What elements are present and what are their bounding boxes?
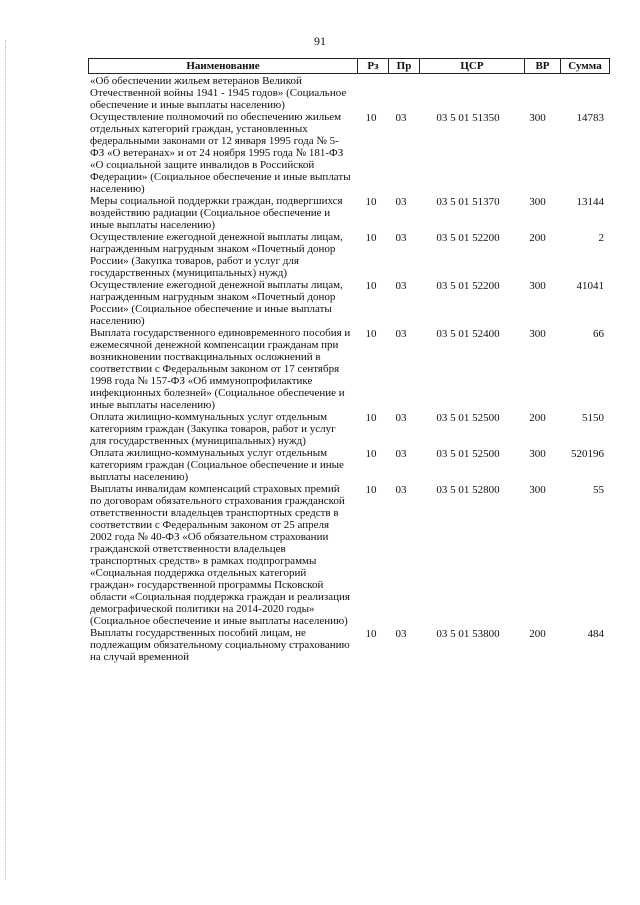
row-vr: 200 [529, 232, 546, 244]
row-rz: 10 [365, 196, 377, 208]
row-vr: 300 [529, 484, 546, 496]
row-vr: 300 [529, 112, 546, 124]
row-name: Выплаты инвалидам компенсаций страховых премий по договорам обязательного страхования гражданской ответственности владельцев транспортных средств в соответствии с Федеральным законом от 25 апреля 2002 года № 40-ФЗ «Об обязательном страховании гражданской ответственности владельцев транспортных средств» в рамках подпрограммы «Социальная поддержка отдельных категорий граждан» государственной программы Псковской области «Социальная поддержка граждан и реализация демографической политики на 2014-2020 годы» (Социальное обеспечение и иные выплаты населению) [90, 483, 350, 627]
row-sum: 2 [598, 232, 604, 244]
row-rz: 10 [365, 412, 377, 424]
row-pr: 03 [395, 412, 407, 424]
row-rz: 10 [365, 232, 377, 244]
header-rz: Рз [357, 59, 388, 73]
row-pr: 03 [395, 280, 407, 292]
row-csr: 03 5 01 52500 [436, 412, 500, 424]
row-name: Осуществление полномочий по обеспечению жильем отдельных категорий граждан, установленных федеральными законами от 12 января 1995 года № 5-ФЗ «О ветеранах» и от 24 ноября 1995 года № 181-ФЗ «О социальной защите инвалидов в Российской Федерации» (Социальное обеспечение и иные выплаты населению) [90, 111, 351, 195]
row-sum: 13144 [576, 196, 604, 208]
row-name: «Об обеспечении жильем ветеранов Великой Отечественной войны 1941 - 1945 годов» (Социальное обеспечение и иные выплаты населению) [90, 75, 347, 111]
table-row [88, 279, 610, 327]
row-vr: 300 [529, 280, 546, 292]
row-csr: 03 5 01 53800 [436, 628, 500, 640]
table-row [88, 411, 610, 447]
row-name: Меры социальной поддержки граждан, подвергшихся воздействию радиации (Социальное обеспечение и иные выплаты населению) [90, 195, 343, 231]
row-pr: 03 [395, 328, 407, 340]
header-name: Наименование [186, 60, 260, 72]
table-row [88, 111, 610, 195]
row-sum [555, 75, 610, 111]
row-sum: 484 [587, 628, 604, 640]
row-rz: 10 [365, 328, 377, 340]
row-rz: 10 [365, 280, 377, 292]
scan-margin-line [5, 40, 7, 880]
row-csr [416, 75, 520, 111]
row-vr: 200 [529, 412, 546, 424]
row-vr: 300 [529, 196, 546, 208]
table-body [88, 75, 610, 663]
row-pr: 03 [395, 196, 407, 208]
row-pr: 03 [395, 484, 407, 496]
row-name: Оплата жилищно-коммунальных услуг отдельным категориям граждан (Закупка товаров, работ и услуг для государственных (муниципальных) нужд) [90, 411, 336, 447]
row-sum: 66 [593, 328, 604, 340]
row-sum: 41041 [576, 280, 604, 292]
row-csr: 03 5 01 51370 [436, 196, 500, 208]
row-pr: 03 [395, 448, 407, 460]
row-rz: 10 [365, 484, 377, 496]
row-vr: 300 [529, 448, 546, 460]
row-csr: 03 5 01 51350 [436, 112, 500, 124]
table-row [88, 327, 610, 411]
row-csr: 03 5 01 52800 [436, 484, 500, 496]
row-pr [386, 75, 416, 111]
row-rz [356, 75, 386, 111]
row-rz: 10 [365, 448, 377, 460]
row-pr: 03 [395, 628, 407, 640]
row-csr: 03 5 01 52200 [436, 232, 500, 244]
row-pr: 03 [395, 232, 407, 244]
row-vr: 300 [529, 328, 546, 340]
header-vr: ВР [524, 59, 560, 73]
row-csr: 03 5 01 52500 [436, 448, 500, 460]
row-vr [520, 75, 555, 111]
row-sum: 5150 [582, 412, 604, 424]
header-pr: Пр [388, 59, 419, 73]
row-vr: 200 [529, 628, 546, 640]
page-number: 91 [314, 34, 326, 48]
table-header [88, 58, 610, 74]
row-name: Выплата государственного единовременного пособия и ежемесячной денежной компенсации гражданам при возникновении поствакцинальных осложнений в соответствии с Федеральным законом от 17 сентября 1998 года № 157-ФЗ «Об иммунопрофилактике инфекционных болезней» (Социальное обеспечение и иные выплаты населению) [90, 327, 351, 411]
row-name: Осуществление ежегодной денежной выплаты лицам, награжденным нагрудным знаком «Почетный донор России» (Закупка товаров, работ и услуг для государственных (муниципальных) нужд) [90, 231, 343, 279]
row-csr: 03 5 01 52200 [436, 280, 500, 292]
row-pr: 03 [395, 112, 407, 124]
table-row [88, 483, 610, 627]
row-name: Оплата жилищно-коммунальных услуг отдельным категориям граждан (Социальное обеспечение и иные выплаты населению) [90, 447, 344, 483]
header-csr: ЦСР [419, 59, 524, 73]
row-sum: 55 [593, 484, 604, 496]
row-name: Выплаты государственных пособий лицам, не подлежащим обязательному социальному страхованию на случай временной [90, 627, 350, 663]
row-rz: 10 [365, 628, 377, 640]
table-row [88, 231, 610, 279]
table-row [88, 195, 610, 231]
row-csr: 03 5 01 52400 [436, 328, 500, 340]
row-name: Осуществление ежегодной денежной выплаты лицам, награжденным нагрудным знаком «Почетный донор России» (Социальное обеспечение и иные выплаты населению) [90, 279, 343, 327]
table-row [88, 75, 610, 111]
table-row [88, 627, 610, 663]
table-row [88, 447, 610, 483]
header-sum: Сумма [560, 59, 609, 73]
row-sum: 520196 [571, 448, 604, 460]
row-sum: 14783 [576, 112, 604, 124]
row-rz: 10 [365, 112, 377, 124]
